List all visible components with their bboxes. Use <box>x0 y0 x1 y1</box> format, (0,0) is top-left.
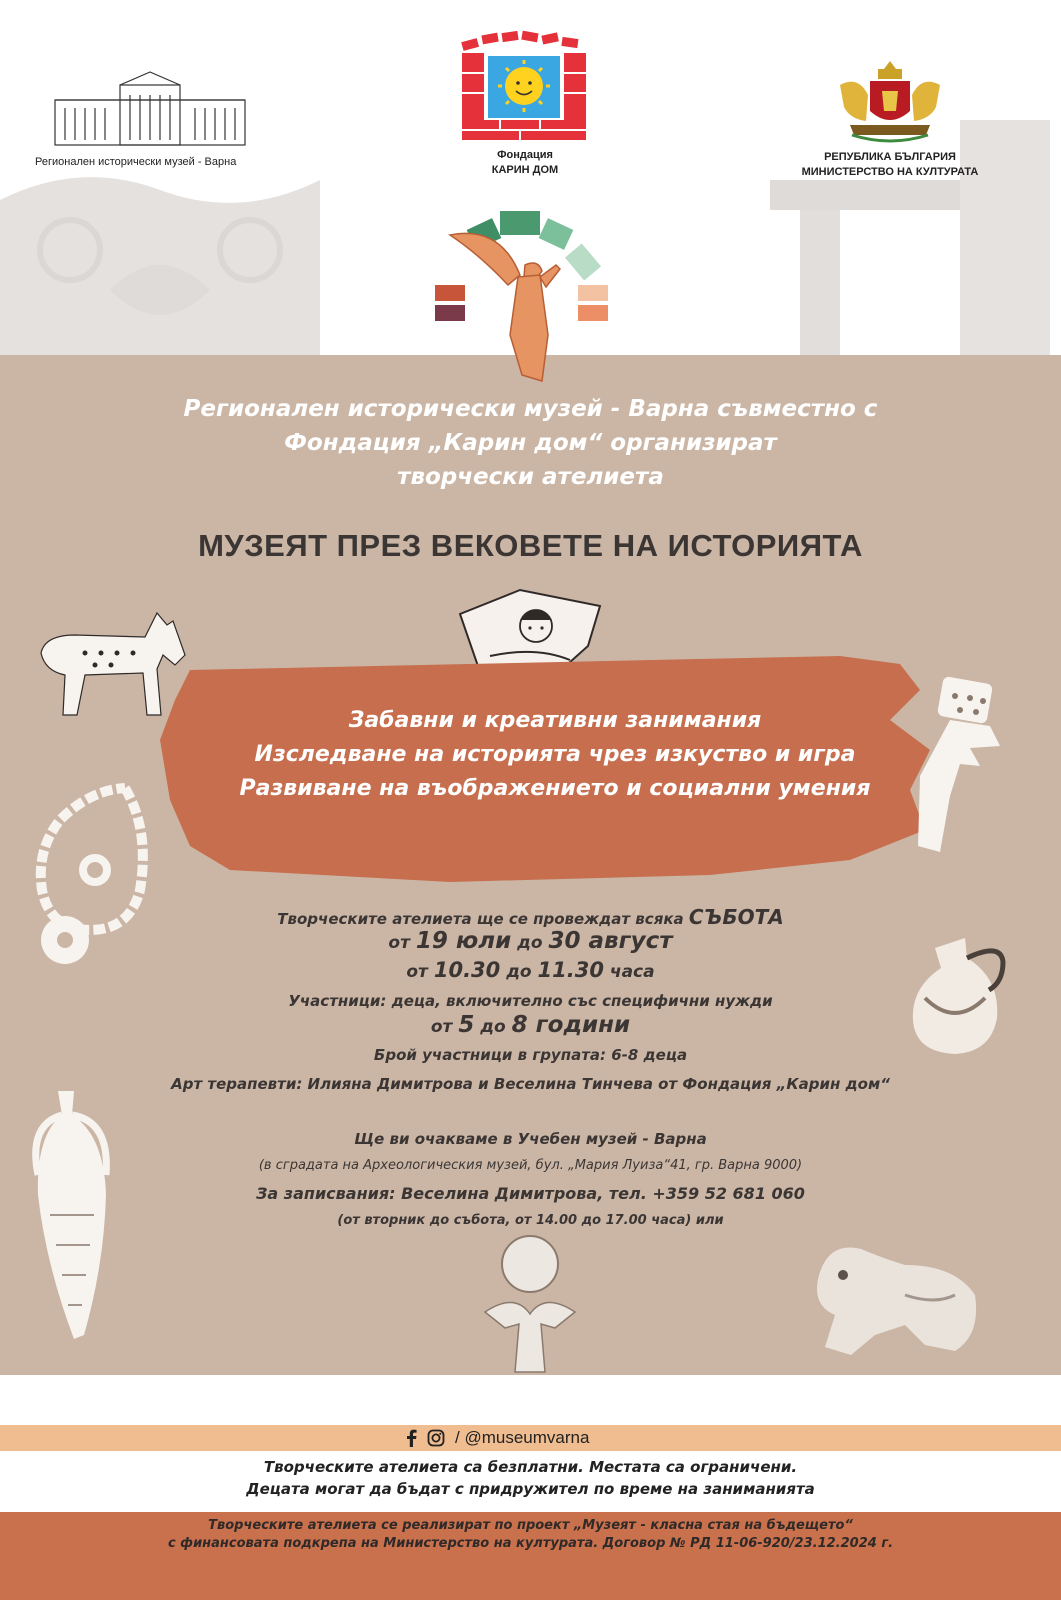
ministry-line1: РЕПУБЛИКА БЪЛГАРИЯ <box>824 151 956 163</box>
foundation-line2: КАРИН ДОМ <box>491 164 559 176</box>
time-from-word: от <box>406 962 428 982</box>
social-handle[interactable]: / @museumvarna <box>455 1428 590 1447</box>
highlight-3: Развиване на въображението и социални умения <box>239 776 871 801</box>
therapists: Арт терапевти: Илияна Димитрова и Веселина Тинчева от Фондация „Карин дом“ <box>171 1075 890 1093</box>
age-to-word: до <box>480 1017 506 1037</box>
intro-line2: Фондация „Карин дом“ организират <box>284 430 777 456</box>
highlight-1: Забавни и креативни занимания <box>348 708 762 733</box>
schedule-day: СЪБОТА <box>688 905 784 929</box>
age-from-word: от <box>430 1017 453 1037</box>
time-to-word: до <box>506 962 532 982</box>
age-to: 8 години <box>511 1012 631 1038</box>
museum-building-icon <box>50 70 250 150</box>
schedule-time <box>0 958 1061 982</box>
schedule-lead: Творческите ателиета ще се провеждат всяка <box>277 910 684 928</box>
time-to: 11.30 <box>537 958 604 982</box>
coat-of-arms-icon <box>830 55 950 145</box>
time-unit: часа <box>609 962 655 982</box>
ministry-line2: МИНИСТЕРСТВО НА КУЛТУРАТА <box>801 166 979 178</box>
age-from: 5 <box>458 1012 475 1038</box>
coin-figure-artifact <box>475 1232 585 1382</box>
sun-brick-frame-icon <box>460 28 590 143</box>
highlight-2: Изследване на историята чрез изкуство и игра <box>254 742 856 767</box>
footer-line1: Творческите ателиета са безплатни. Местата са ограничени. <box>263 1458 798 1476</box>
foundation-logo-caption <box>460 148 590 178</box>
animal-plaque-artifact <box>35 605 190 720</box>
to-word: до <box>517 933 543 953</box>
participants-line: Участници: деца, включително със специфични нужди <box>288 992 773 1010</box>
schedule-dates <box>0 928 1061 954</box>
time-from: 10.30 <box>433 958 501 982</box>
museum-logo-caption: Регионален исторически музей - Варна <box>35 156 237 168</box>
bottom-line1: Творческите ателиета се реализират по проект „Музеят - класна стая на бъдещето“ <box>208 1518 853 1533</box>
bottom-line2: с финансовата подкрепа на Министерство на културата. Договор № РД 11-06-920/23.12.2024 г. <box>167 1536 894 1551</box>
winged-figure-arch-icon <box>430 205 620 385</box>
contact-hours: (от вторник до събота, от 14.00 до 17.00 часа) или <box>337 1213 724 1228</box>
foundation-line1: Фондация <box>497 149 553 161</box>
intro-line3: творчески ателиета <box>397 464 664 490</box>
page-title: МУЗЕЯТ ПРЕЗ ВЕКОВЕТЕ НА ИСТОРИЯТА <box>198 528 863 563</box>
contact-line: За записвания: Веселина Димитрова, тел. +359 52 681 060 <box>256 1184 805 1203</box>
idol-figurine-artifact <box>910 676 1015 856</box>
group-size: Брой участници в групата: 6-8 деца <box>373 1046 688 1064</box>
social-row <box>405 1428 589 1448</box>
social-bar <box>0 1425 1061 1451</box>
to-date: 30 август <box>548 928 673 954</box>
ministry-logo-caption <box>790 150 990 180</box>
from-word: от <box>388 933 410 953</box>
from-date: 19 юли <box>415 928 512 954</box>
clay-animal-artifact <box>805 1235 985 1360</box>
facebook-icon[interactable] <box>405 1429 417 1447</box>
schedule-lead-line <box>0 905 1061 929</box>
location-line2: (в сградата на Археологическия музей, бул. „Мария Луиза“41, гр. Варна 9000) <box>258 1158 803 1173</box>
capital-relief-image <box>0 160 320 360</box>
footer-line2: Децата могат да бъдат с придружител по време на заниманията <box>246 1480 815 1498</box>
intro-line1: Регионален исторически музей - Варна съвместно с <box>183 396 878 422</box>
location-line1: Ще ви очакваме в Учебен музей - Варна <box>354 1130 707 1148</box>
participants-age <box>0 1012 1061 1038</box>
instagram-icon[interactable] <box>427 1429 445 1447</box>
